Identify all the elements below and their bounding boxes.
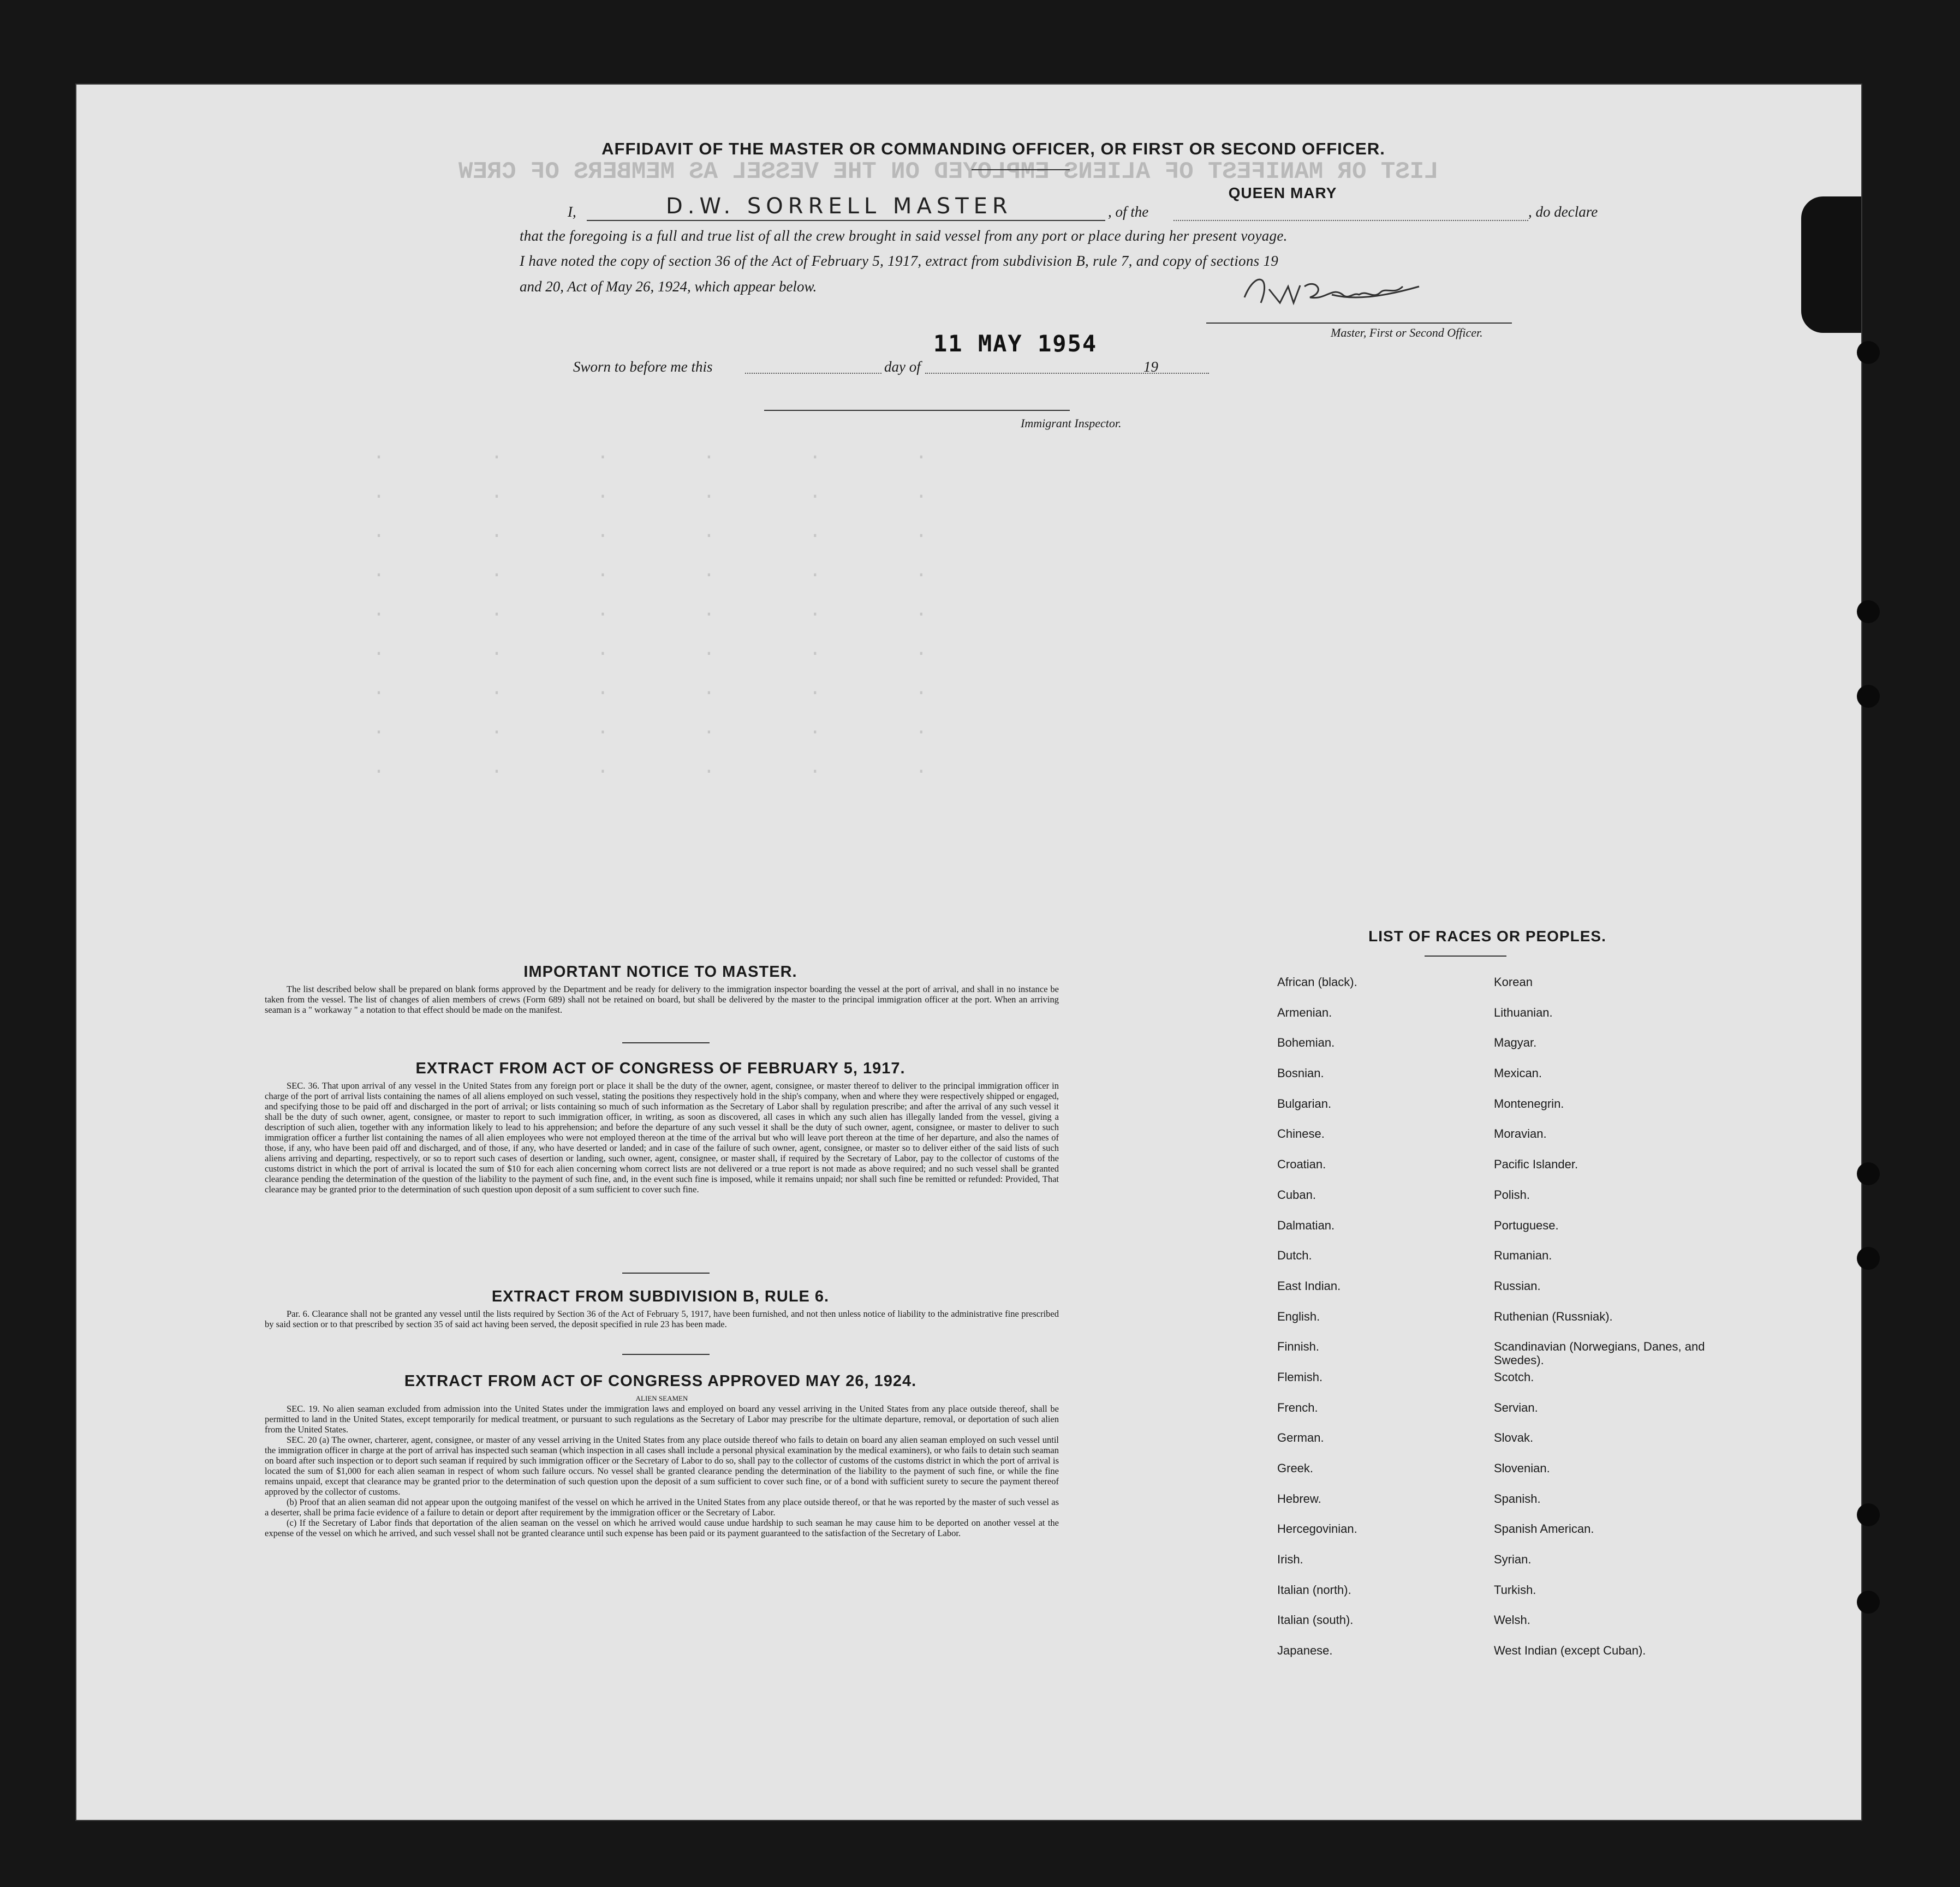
race-item: Servian. <box>1494 1400 1538 1414</box>
race-item: East Indian. <box>1277 1279 1341 1293</box>
punch-hole <box>1857 1591 1880 1614</box>
race-item: Croatian. <box>1277 1157 1326 1172</box>
date-stamp: 11 MAY 1954 <box>933 330 1098 357</box>
race-item: Slovenian. <box>1494 1461 1550 1475</box>
notice-text: The list described below shall be prepared on blank forms approved by the Department and be ready for delivery to the immigration inspector boarding the vessel at the port of arrival, and shall in no instance be taken from the vessel. The list of changes of alien members of crews (Form 689) shall not be retained on board, but shall be delivered by the master to the principal immigration officer at the port. When an arriving seaman is a " workaway " a notation to that effect should be made on the manifest. <box>265 984 1059 1015</box>
vessel-name: QUEEN MARY <box>1228 184 1337 201</box>
signer-caption: Master, First or Second Officer. <box>1331 326 1483 339</box>
race-item: Syrian. <box>1494 1552 1532 1567</box>
race-item: Greek. <box>1277 1461 1314 1475</box>
race-item: Cuban. <box>1277 1187 1316 1202</box>
affidavit-line-2: that the foregoing is a full and true list of all the crew brought in said vessel from any port or place during her present voyage. <box>520 228 1288 244</box>
extract-1924-title: EXTRACT FROM ACT OF CONGRESS APPROVED MAY 26, 1924. <box>404 1372 917 1390</box>
race-item: Scandinavian (Norwegians, Danes, and Swedes). <box>1494 1340 1705 1368</box>
sec20c-text: (c) If the Secretary of Labor finds that deportation of the alien seaman on the vessel on which he arrived would cause undue hardship to such seaman he may cause him to be deported on another vessel at the expense of the vessel on which he arrived, and such vessel shall not be granted clearance until such expense has been paid or its payment guaranteed to the satisfaction of the Secretary of Labor. <box>265 1518 1059 1538</box>
race-item: Italian (north). <box>1277 1583 1351 1597</box>
punch-hole <box>1857 341 1880 364</box>
race-item: English. <box>1277 1309 1320 1323</box>
master-name-handwritten: D.W. SORRELL MASTER <box>666 194 1012 219</box>
year-label: 19 <box>1143 359 1158 375</box>
race-item: Magyar. <box>1494 1036 1537 1050</box>
extract-1917-body <box>265 1080 1059 1195</box>
i-label: I, <box>568 204 576 220</box>
race-item: Lithuanian. <box>1494 1005 1553 1019</box>
do-declare-label: , do declare <box>1528 204 1598 220</box>
race-item: Hercegovinian. <box>1277 1522 1357 1536</box>
sec19-text: SEC. 19. No alien seaman excluded from admission into the United States under the immigration laws and employed on board any vessel arriving in the United States from any place outside thereof, shall be permitted to land in the United States, except temporarily for medical treatment, or pursuant to such regulations as the Secretary of Labor may prescribe for the ultimate departure, removal, or deportation of such alien from the United States. <box>265 1404 1059 1435</box>
punch-hole <box>1857 600 1880 623</box>
sec36-text: SEC. 36. That upon arrival of any vessel in the United States from any foreign port or place it shall be the duty of the owner, agent, consignee, or master thereof to deliver to the principal immigration officer in charge of the port of arrival lists containing the names of all aliens employed on such vessel, stating the positions they respectively hold in the ship's company, when and where they were respectively shipped or engaged, and specifying those to be paid off and discharged in the port of arrival; or lists containing so much of such information as the Secretary of Labor shall by regulation prescribe; and after the arrival of any such vessel it shall be the duty of such owner, agent, consignee, or master to report to such immigration officer, in writing, as soon as discovered, all cases in which any such alien has illegally landed from the vessel, giving a description of such alien, together with any information likely to lead to his apprehension; and before the departure of any such vessel it shall be the duty of such owner, agent, consignee, or master to deliver to such immigration officer a further list containing the names of all alien employees who were not employed thereon at the time of the arrival but who will leave port thereon at the time of her departure, and also the names of those, if any, who have been paid off and discharged, and of those, if any, who have deserted or landed; and in case of the failure of such owner, agent, consignee, or master so to deliver either of the said lists of such aliens arriving and departing, respectively, or so to report such cases of desertion or landing, such owner, agent, consignee, or master shall, if required by the Secretary of Labor, pay to the collector of customs of the customs district in which the port of arrival is located the sum of $10 for each alien concerning whom correct lists are not delivered or a true report is not made as above required; and no such vessel shall be granted clearance pending the determination of the question of the liability to the payment of such fine, and, in the event such fine is imposed, while it remains unpaid; nor shall such fine be remitted or refunded: Provided, That clearance may be granted prior to the determination of such question upon deposit of a sum sufficient to cover such fine. <box>265 1080 1059 1195</box>
binder-tab <box>1801 196 1861 333</box>
extract-1924-body <box>265 1393 1059 1538</box>
rule6-body <box>265 1309 1059 1329</box>
races-column-2 <box>1494 975 1707 1674</box>
extract-1917-divider <box>622 1273 710 1274</box>
race-item: Moravian. <box>1494 1127 1547 1141</box>
inspector-caption: Immigrant Inspector. <box>1021 416 1122 430</box>
punch-hole <box>1857 1162 1880 1185</box>
race-item: Chinese. <box>1277 1127 1325 1141</box>
sworn-day-line <box>745 373 881 374</box>
race-item: Mexican. <box>1494 1066 1542 1080</box>
rule6-title: EXTRACT FROM SUBDIVISION B, RULE 6. <box>491 1288 830 1305</box>
race-item: Bohemian. <box>1277 1036 1335 1050</box>
race-item: Ruthenian (Russniak). <box>1494 1309 1613 1323</box>
inspector-line <box>764 410 1070 411</box>
master-signature <box>1239 265 1435 314</box>
vessel-line <box>1173 220 1528 221</box>
race-item: Spanish American. <box>1494 1522 1594 1536</box>
race-item: Bosnian. <box>1277 1066 1324 1080</box>
race-item: Flemish. <box>1277 1370 1323 1384</box>
bleed-through-text: LIST OR MANIFEST OF ALIENS EMPLOYED ON THE VESSEL AS MEMBERS OF CREW <box>458 158 1439 186</box>
punch-hole <box>1857 1247 1880 1270</box>
race-item: Russian. <box>1494 1279 1541 1293</box>
sec20a-text: SEC. 20 (a) The owner, charterer, agent, consignee, or master of any vessel arriving in the United States from any place outside thereof who fails to detain on board any alien seaman employed on such vessel until the immigration officer in charge at the port of arrival has inspected such seaman (which inspection in all cases shall include a personal physical examination by the medical examiners), or who fails to detain such seaman on board after such inspection or to deport such seaman if required by such immigration officer or the Secretary of Labor to do so, shall pay to the collector of customs of the customs district in which the port of arrival is located the sum of $1,000 for each alien seaman in respect of whom such failure occurs. No vessel shall be granted clearance pending the determination of the liability to the payment of such fine, or while the fine remains unpaid, except that clearance may be granted prior to the determination of such question upon the deposit of a sum sufficient to cover such fine, or of a bond with sufficient surety to secure the payment thereof approved by the collector of customs. <box>265 1435 1059 1497</box>
race-item: West Indian (except Cuban). <box>1494 1644 1646 1658</box>
race-item: Hebrew. <box>1277 1491 1321 1506</box>
race-item: Irish. <box>1277 1552 1303 1567</box>
race-item: Korean <box>1494 975 1533 989</box>
race-item: Portuguese. <box>1494 1218 1559 1232</box>
of-the-label: , of the <box>1108 204 1149 220</box>
title-divider <box>972 169 1070 170</box>
form-sheet <box>76 85 1861 1820</box>
rule6-divider <box>622 1354 710 1355</box>
race-item: Slovak. <box>1494 1431 1534 1445</box>
race-item: Pacific Islander. <box>1494 1157 1578 1172</box>
sec20b-text: (b) Proof that an alien seaman did not appear upon the outgoing manifest of the vessel on which he arrived in the United States from any place outside thereof, or that he was reported by the master of such vessel as a deserter, shall be prima facie evidence of a failure to detain or deport after requirement by the immigration officer or the Secretary of Labor. <box>265 1497 1059 1518</box>
races-title: LIST OF RACES OR PEOPLES. <box>1368 928 1606 945</box>
bleed-through-rows: . . . . . . . . . . . . . . . . . . . . . . . . . . . . . . . . . . . . . . . . . . . . . . . . . . . . . . <box>373 442 927 779</box>
signature-line <box>1206 323 1512 324</box>
notice-divider <box>622 1042 710 1043</box>
extract-1917-title: EXTRACT FROM ACT OF CONGRESS OF FEBRUARY 5, 1917. <box>415 1060 905 1077</box>
sworn-label: Sworn to before me this <box>573 359 713 375</box>
race-item: Spanish. <box>1494 1491 1541 1506</box>
race-item: Dalmatian. <box>1277 1218 1335 1232</box>
race-item: Scotch. <box>1494 1370 1534 1384</box>
alien-seamen-subtitle: ALIEN SEAMEN <box>635 1394 688 1402</box>
day-of-label: day of <box>884 359 921 375</box>
notice-title: IMPORTANT NOTICE TO MASTER. <box>523 963 797 981</box>
race-item: Italian (south). <box>1277 1613 1354 1627</box>
race-item: Armenian. <box>1277 1005 1332 1019</box>
race-item: Japanese. <box>1277 1644 1333 1658</box>
notice-body <box>265 984 1059 1015</box>
race-item: German. <box>1277 1431 1324 1445</box>
race-item: Bulgarian. <box>1277 1096 1332 1110</box>
affidavit-line-3: I have noted the copy of section 36 of the Act of February 5, 1917, extract from subdivision B, rule 7, and copy of sections 19 <box>520 253 1279 269</box>
rule6-text: Par. 6. Clearance shall not be granted any vessel until the lists required by Section 36 of the Act of February 5, 1917, have been furnished, and not then unless notice of liability to the administrative fine prescribed by said section or to that prescribed by section 35 of said act having been served, the deposit specified in rule 23 has been made. <box>265 1309 1059 1329</box>
punch-hole <box>1857 1503 1880 1526</box>
punch-hole <box>1857 685 1880 708</box>
race-item: Finnish. <box>1277 1340 1320 1354</box>
races-divider <box>1425 956 1506 957</box>
race-item: French. <box>1277 1400 1318 1414</box>
affidavit-line-4: and 20, Act of May 26, 1924, which appear below. <box>520 278 817 295</box>
races-column-1 <box>1277 975 1474 1674</box>
race-item: Montenegrin. <box>1494 1096 1564 1110</box>
race-item: Turkish. <box>1494 1583 1536 1597</box>
race-item: Polish. <box>1494 1187 1530 1202</box>
race-item: African (black). <box>1277 975 1357 989</box>
affidavit-title: AFFIDAVIT OF THE MASTER OR COMMANDING OFFICER, OR FIRST OR SECOND OFFICER. <box>601 139 1385 158</box>
sworn-month-line <box>925 373 1209 374</box>
race-item: Welsh. <box>1494 1613 1530 1627</box>
race-item: Dutch. <box>1277 1249 1312 1263</box>
name-line <box>587 220 1105 221</box>
race-item: Rumanian. <box>1494 1249 1552 1263</box>
